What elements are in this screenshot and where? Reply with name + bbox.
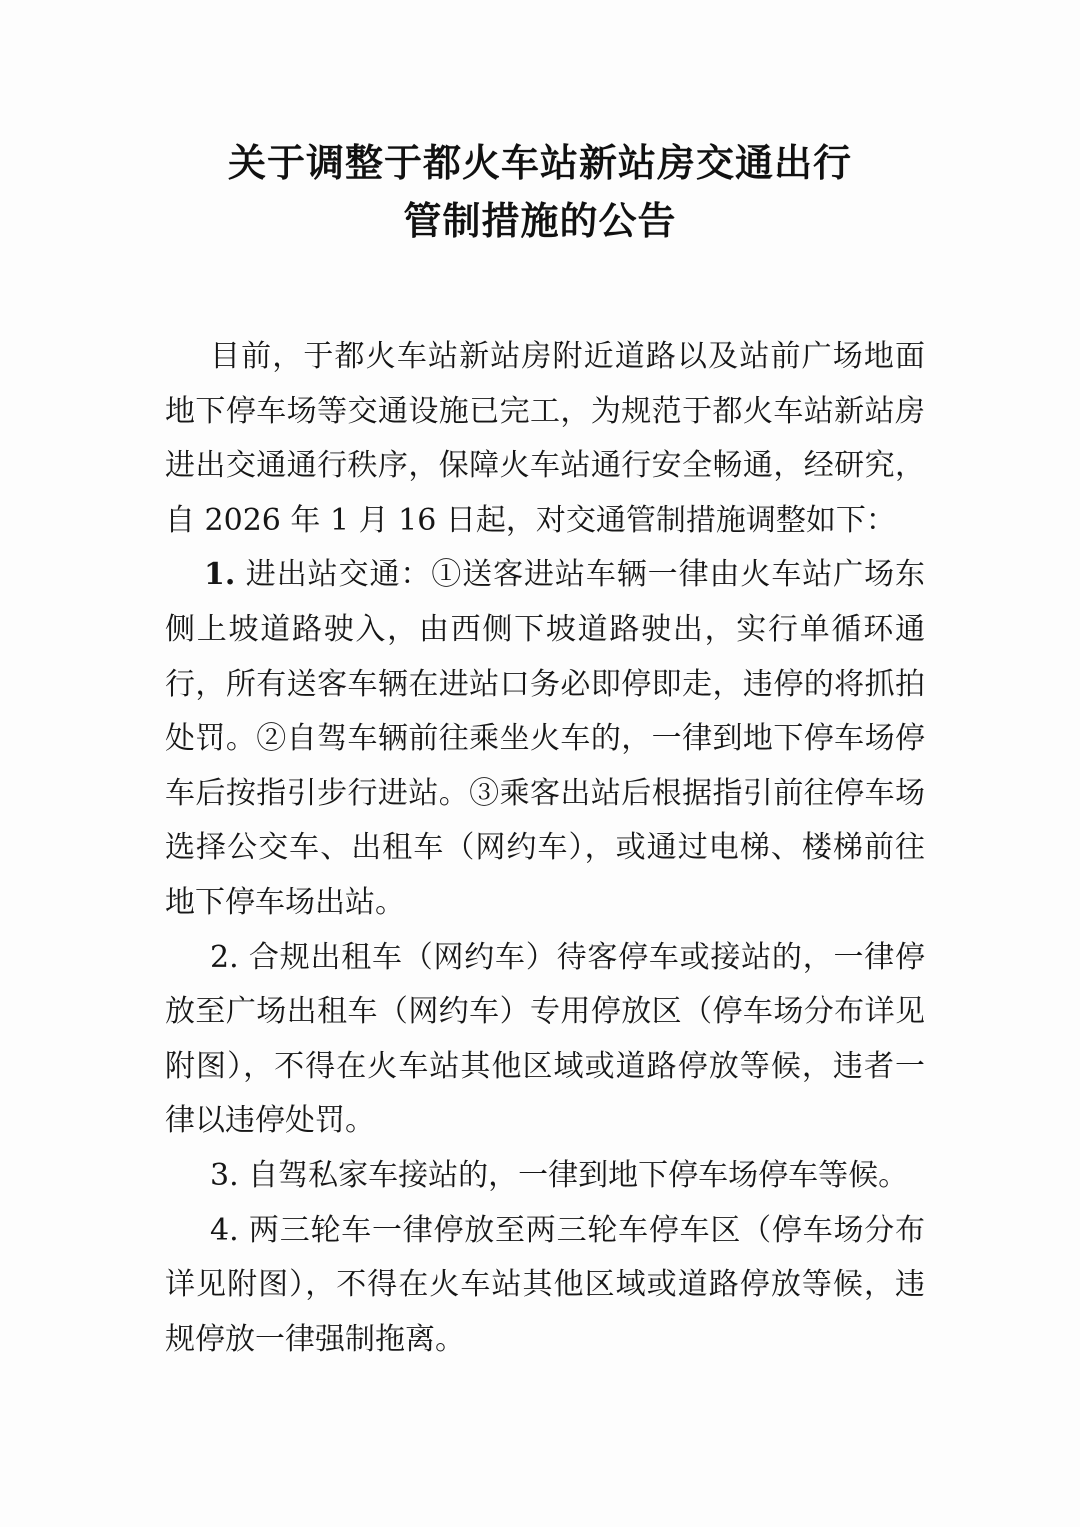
item-2-paragraph: 2. 合规出租车（网约车）待客停车或接站的，一律停放至广场出租车（网约车）专用停放区（停车场分布详见附图），不得在火车站其他区域或道路停放等候，违者一律以违停处罚。 — [165, 939, 925, 1139]
document-body — [165, 330, 925, 1367]
item-3-paragraph: 3. 自驾私家车接站的，一律到地下停车场停车等候。 — [210, 1157, 909, 1193]
item-1-paragraph — [165, 548, 925, 930]
item-4-paragraph: 4. 两三轮车一律停放至两三轮车停车区（停车场分布详见附图），不得在火车站其他区域或道路停放等候，违规停放一律强制拖离。 — [165, 1212, 925, 1357]
item-1-number: 1. — [204, 557, 236, 593]
item-1-text: 进出站交通：①送客进站车辆一律由火车站广场东侧上坡道路驶入，由西侧下坡道路驶出，实行单循环通行，所有送客车辆在进站口务必即停即走，违停的将抓拍处罚。②自驾车辆前往乘坐火车的，一律到地下停车场停车后按指引步行进站。③乘客出站后根据指引前往停车场选择公交车、出租车（网约车），或通过电梯、楼梯前往地下停车场出站。 — [165, 557, 925, 920]
document-title-line-1: 关于调整于都火车站新站房交通出行 — [227, 140, 852, 185]
document-title-line-2: 管制措施的公告 — [403, 198, 677, 243]
intro-paragraph: 目前，于都火车站新站房附近道路以及站前广场地面地下停车场等交通设施已完工，为规范于都火车站新站房进出交通通行秩序，保障火车站通行安全畅通，经研究，自 2026 年 1 月 16 日起，对交通管制措施调整如下： — [165, 339, 925, 538]
